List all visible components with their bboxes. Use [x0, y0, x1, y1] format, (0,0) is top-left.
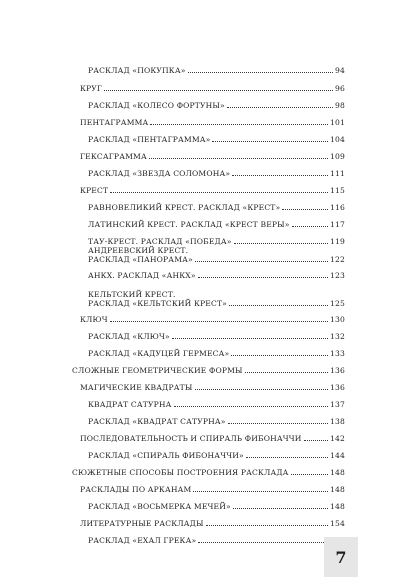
toc-entry: [80, 380, 345, 392]
toc-entry-title: РАСКЛАД «КОЛЕСО ФОРТУНЫ»: [88, 101, 225, 110]
toc-entry-page: 137: [330, 400, 345, 409]
toc-entry-title: КРУГ: [80, 84, 103, 93]
toc-entry-page: 125: [330, 299, 345, 308]
toc-entry-page: 109: [330, 152, 345, 161]
toc-entry-title: СЛОЖНЫЕ ГЕОМЕТРИЧЕСКИЕ ФОРМЫ: [72, 366, 243, 375]
toc-entry-page: 148: [330, 468, 345, 477]
toc-entry-page: 116: [330, 203, 345, 212]
toc-entry-title: РАСКЛАД «ЕХАЛ ГРЕКА»: [88, 536, 197, 545]
toc-entry: [88, 242, 345, 264]
toc-entry: [88, 448, 345, 460]
toc-entry-title: ЛАТИНСКИЙ КРЕСТ. РАСКЛАД «КРЕСТ ВЕРЫ»: [88, 220, 290, 229]
toc-entry-page: 119: [330, 237, 345, 246]
toc-entry-title: РАСКЛАД «КЛЮЧ»: [88, 332, 170, 341]
dot-leader: [212, 140, 328, 142]
toc-entry-title: КРЕСТ: [80, 186, 109, 195]
toc-entry: [88, 132, 345, 144]
toc-entry-page: 136: [330, 366, 345, 375]
toc-entry-title: РАСКЛАД «ПОКУПКА»: [88, 66, 186, 75]
toc-entry-title: РАСКЛАД «КВАДРАТ САТУРНА»: [88, 417, 226, 426]
toc-entry-title: ТАУ-КРЕСТ. РАСКЛАД «ПОБЕДА»: [88, 237, 232, 246]
dot-leader: [198, 541, 328, 543]
toc-entry-page: 101: [330, 118, 345, 127]
dot-leader: [227, 106, 333, 108]
dot-leader: [172, 337, 328, 339]
dot-leader: [195, 388, 329, 390]
toc-entry: [72, 465, 345, 477]
toc-entry-page: 132: [330, 332, 345, 341]
toc-entry-title: [88, 246, 193, 264]
dot-leader: [245, 371, 328, 373]
dot-leader: [174, 405, 328, 407]
dot-leader: [231, 354, 328, 356]
dot-leader: [246, 456, 328, 458]
toc-entry-title: АНКХ. РАСКЛАД «АНКХ»: [88, 271, 196, 280]
dot-leader: [282, 208, 328, 210]
dot-leader: [233, 507, 328, 509]
toc-entry-title: РАСКЛАДЫ ПО АРКАНАМ: [80, 485, 192, 494]
toc-entry-page: 154: [330, 519, 345, 528]
toc-entry-title-line: КЕЛЬТСКИЙ КРЕСТ.: [88, 290, 176, 299]
toc-entry-title: РАСКЛАД «ЗВЕЗДА СОЛОМОНА»: [88, 169, 231, 178]
toc-entry-title: РАСКЛАД «ПЕНТАГРАММА»: [88, 135, 211, 144]
toc-entry: [80, 516, 345, 528]
toc-entry: [80, 81, 345, 93]
toc-entry-page: 130: [330, 315, 345, 324]
page-number: 7: [324, 537, 358, 577]
toc-entry-title: ГЕКСАГРАММА: [80, 152, 147, 161]
toc-entry-page: 138: [330, 417, 345, 426]
toc-entry-page: 117: [330, 220, 345, 229]
dot-leader: [291, 473, 328, 475]
dot-leader: [228, 422, 328, 424]
toc-entry-title: ПЕНТАГРАММА: [80, 118, 149, 127]
dot-leader: [104, 89, 333, 91]
toc-entry-title: МАГИЧЕСКИЕ КВАДРАТЫ: [80, 383, 193, 392]
toc-entry-page: 96: [335, 84, 345, 93]
toc-entry-title: РАСКЛАД «СПИРАЛЬ ФИБОНАЧЧИ»: [88, 451, 244, 460]
dot-leader: [206, 524, 328, 526]
dot-leader: [110, 191, 328, 193]
toc-entry: [88, 499, 345, 511]
toc-entry-page: 148: [330, 485, 345, 494]
toc-entry: [80, 149, 345, 161]
toc-entry-page: 123: [330, 271, 345, 280]
toc-entry-title: КВАДРАТ САТУРНА: [88, 400, 172, 409]
toc-entry-title: РАСКЛАД «КАДУЦЕЙ ГЕРМЕСА»: [88, 349, 230, 358]
toc-entry-page: 144: [330, 451, 345, 460]
toc-entry-page: 104: [330, 135, 345, 144]
toc-entry-page: 133: [330, 349, 345, 358]
toc-entry: [80, 482, 345, 494]
dot-leader: [304, 439, 328, 441]
toc-entry: [88, 329, 345, 341]
dot-leader: [232, 174, 328, 176]
dot-leader: [188, 71, 334, 73]
dot-leader: [292, 225, 328, 227]
toc-entry: [88, 268, 345, 280]
toc-entry-title: РАВНОВЕЛИКИЙ КРЕСТ. РАСКЛАД «КРЕСТ»: [88, 203, 281, 212]
toc-entry-title-line: АНДРЕЕВСКИЙ КРЕСТ.: [88, 246, 189, 255]
toc-entry: [88, 397, 345, 409]
toc-entry-page: 142: [330, 434, 345, 443]
toc-entry: [88, 63, 345, 75]
toc-entry-title: КЛЮЧ: [80, 315, 108, 324]
dot-leader: [229, 304, 328, 306]
toc-entry: [80, 115, 345, 127]
toc-entry-page: 98: [335, 101, 345, 110]
toc-entry: [88, 166, 345, 178]
dot-leader: [149, 157, 328, 159]
toc-entry: [80, 431, 345, 443]
toc-entry-title: СЮЖЕТНЫЕ СПОСОБЫ ПОСТРОЕНИЯ РАСКЛАДА: [72, 468, 289, 477]
toc-entry-title-line: РАСКЛАД «ПАНОРАМА»: [88, 255, 193, 264]
toc-entry-page: 136: [330, 383, 345, 392]
toc-entry: [88, 533, 345, 545]
toc-entry-title: ЛИТЕРАТУРНЫЕ РАСКЛАДЫ: [80, 519, 204, 528]
toc-entry: [88, 217, 345, 229]
toc-entry: [88, 414, 345, 426]
toc-entry: [80, 183, 345, 195]
dot-leader: [195, 260, 328, 262]
toc-entry-page: 94: [335, 66, 345, 75]
toc-entry-title: РАСКЛАД «ВОСЬМЕРКА МЕЧЕЙ»: [88, 502, 231, 511]
toc-entry: [80, 312, 345, 324]
dot-leader: [198, 276, 328, 278]
dot-leader: [150, 123, 328, 125]
toc-entry-title: [88, 290, 227, 308]
dot-leader: [193, 490, 328, 492]
toc-entry: [88, 346, 345, 358]
toc-entry-title: ПОСЛЕДОВАТЕЛЬНОСТЬ И СПИРАЛЬ ФИБОНАЧЧИ: [80, 434, 302, 443]
toc-entry: [88, 200, 345, 212]
toc-entry: [88, 286, 345, 308]
dot-leader: [110, 320, 328, 322]
toc-entry-title-line: РАСКЛАД «КЕЛЬТСКИЙ КРЕСТ»: [88, 299, 227, 308]
toc-entry-page: 148: [330, 502, 345, 511]
toc-entry-page: 115: [330, 186, 345, 195]
toc-entry: [88, 98, 345, 110]
toc-entry-page: 122: [330, 255, 345, 264]
toc-entry-page: 111: [330, 169, 345, 178]
toc-entry: [72, 363, 345, 375]
